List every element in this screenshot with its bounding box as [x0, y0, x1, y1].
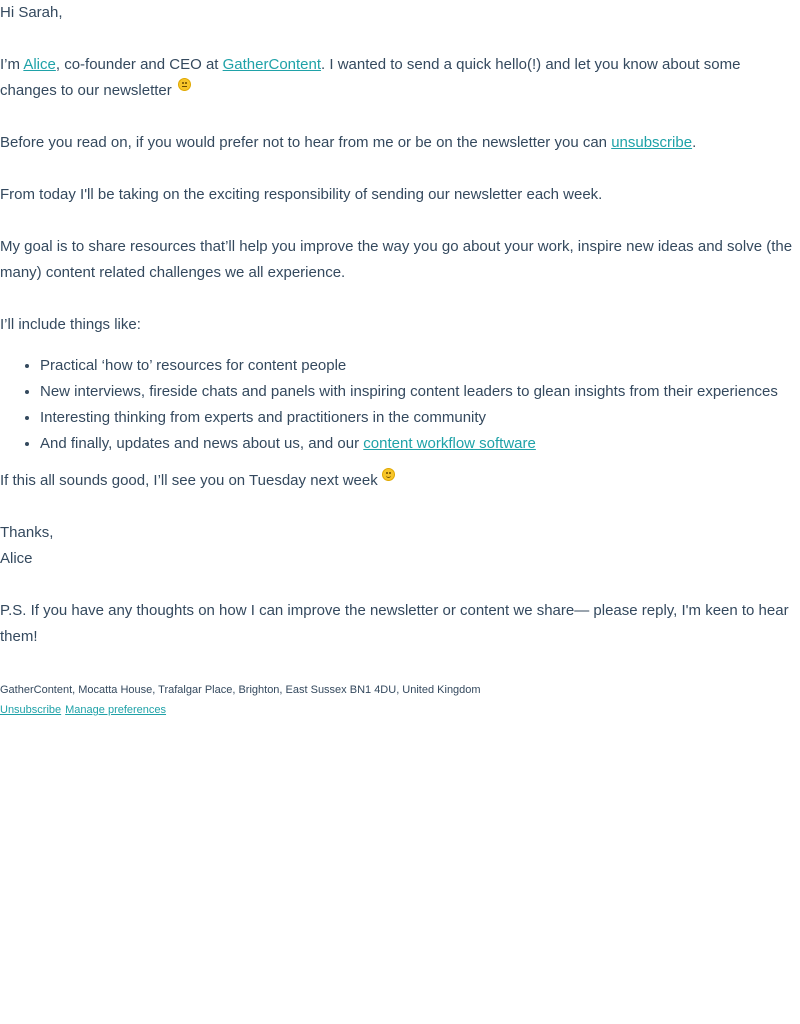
- list-item: • Interesting thinking from experts and practitioners in the community: [40, 405, 800, 431]
- today-paragraph: From today I'll be taking on the exciting responsibility of sending our newsletter each week.: [0, 186, 603, 203]
- footer-address: GatherContent, Mocatta House, Trafalgar Place, Brighton, East Sussex BN1 4DU, United Kingdom: [0, 684, 481, 696]
- intro-prefix: I’m: [0, 56, 24, 73]
- email-footer: [0, 680, 800, 720]
- sounds-good-text: If this all sounds good, I’ll see you on Tuesday next week: [0, 472, 378, 489]
- intro-middle: , co-founder and CEO at: [55, 56, 223, 73]
- signoff-thanks: Thanks,: [0, 524, 54, 541]
- alice-link[interactable]: Alice: [23, 56, 56, 73]
- footer-unsubscribe-link[interactable]: Unsubscribe: [0, 704, 62, 716]
- list-item-prefix: And finally, updates and news about us, and our: [40, 435, 364, 452]
- intro-suffix: . I wanted to send a quick hello(!) and let you know about some changes to our newsletter: [0, 56, 741, 99]
- unsub-suffix: .: [692, 134, 697, 151]
- unsubscribe-inline-link[interactable]: unsubscribe: [611, 134, 693, 151]
- signoff-name: Alice: [0, 550, 33, 567]
- include-paragraph: I’ll include things like:: [0, 316, 141, 333]
- list-item: • Practical ‘how to’ resources for content people: [40, 353, 800, 379]
- gathercontent-link[interactable]: GatherContent: [222, 56, 322, 73]
- smiling-face-emoji-icon: [382, 468, 395, 481]
- ps-paragraph: P.S. If you have any thoughts on how I can improve the newsletter or content we share— please reply, I'm keen to hear them!: [0, 602, 789, 645]
- goal-paragraph: My goal is to share resources that’ll help you improve the way you go about your work, inspire new ideas and solve (the many) content related challenges we all experience.: [0, 238, 793, 281]
- unsub-prefix: Before you read on, if you would prefer not to hear from me or be on the newsletter you can: [0, 134, 612, 151]
- list-item: [40, 431, 800, 457]
- neutral-face-emoji-icon: [178, 78, 191, 91]
- content-workflow-software-link[interactable]: content workflow software: [363, 435, 536, 452]
- sounds-good-paragraph: [0, 468, 800, 494]
- list-item: • New interviews, fireside chats and panels with inspiring content leaders to glean insights from their experiences: [40, 379, 800, 405]
- intro-paragraph: [0, 52, 800, 104]
- footer-links: [0, 700, 800, 720]
- footer-manage-preferences-link[interactable]: Manage preferences: [65, 704, 167, 716]
- greeting: Hi Sarah,: [0, 4, 63, 21]
- signoff: [0, 520, 800, 572]
- unsubscribe-paragraph: [0, 130, 800, 156]
- content-list: [0, 353, 800, 457]
